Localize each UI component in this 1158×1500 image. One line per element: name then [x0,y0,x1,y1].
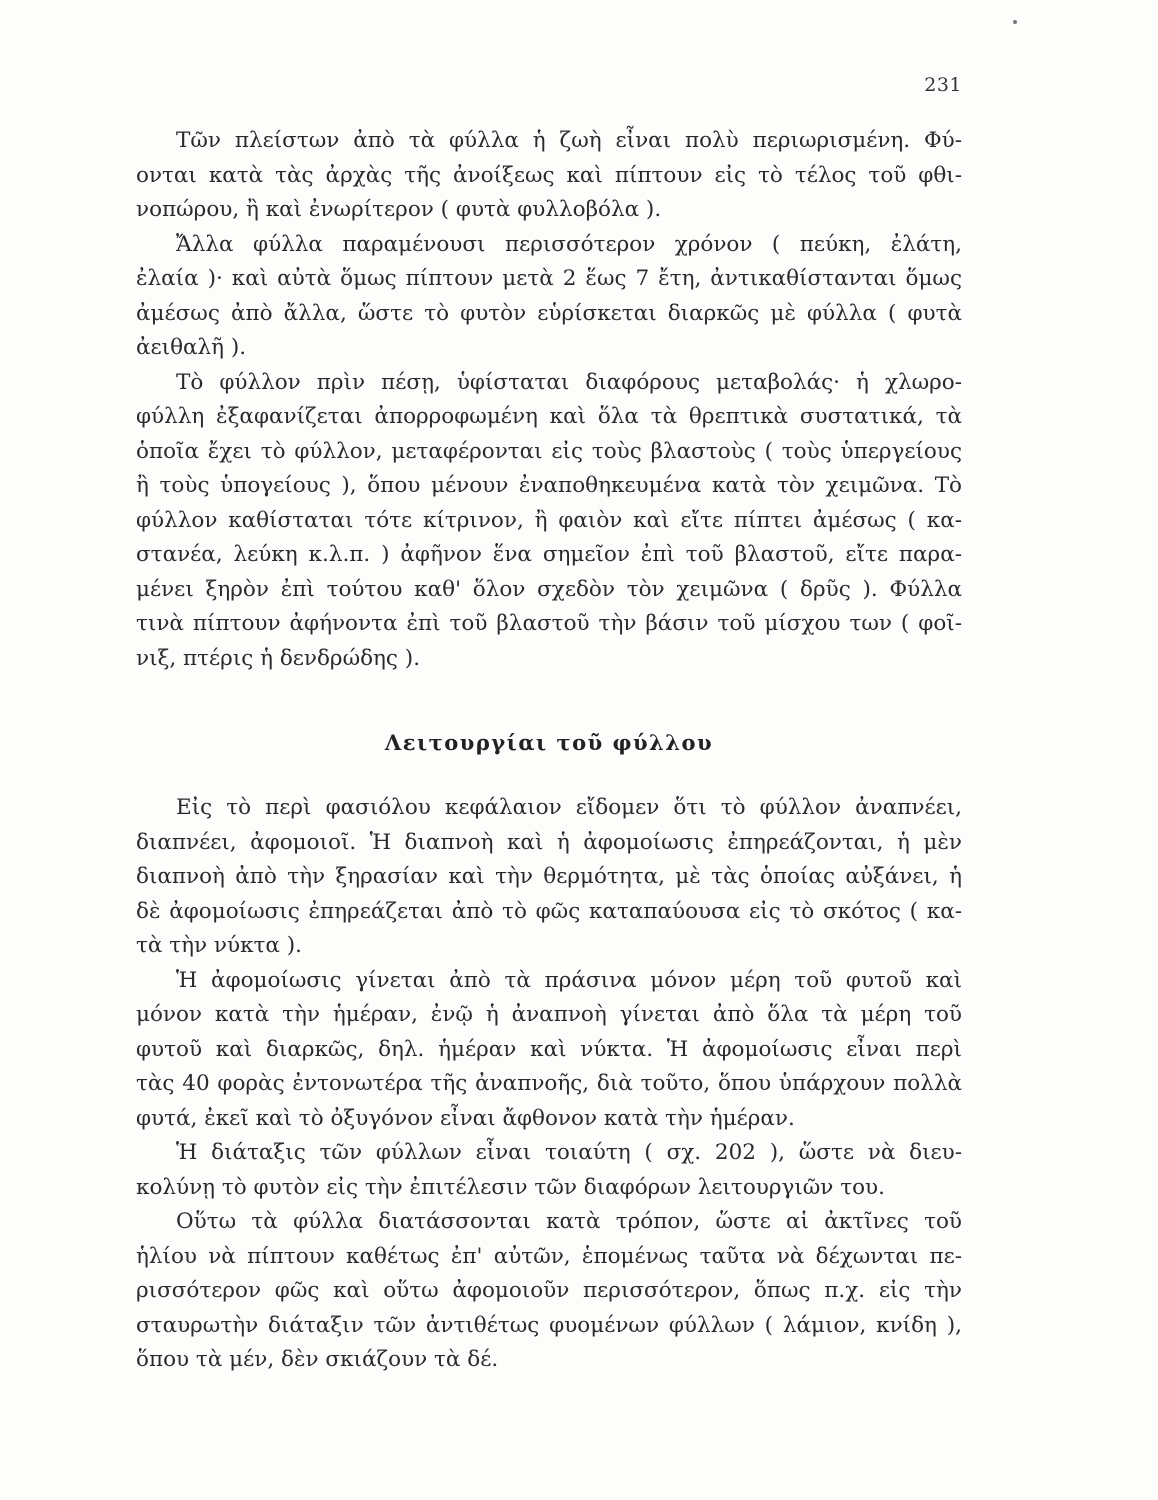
page-number: 231 [924,74,962,96]
text-line: ἡλίου νὰ πίπτουν καθέτως ἐπ' αὐτῶν, ἑπομένως ταῦτα νὰ δέχωνται πε- [136,1243,962,1269]
text-line: ἢ τοὺς ὑπογείους ), ὅπου μένουν ἐναποθηκευμένα κατὰ τὸν χειμῶνα. Τὸ [136,473,962,498]
text-line: κολύνῃ τὸ φυτὸν εἰς τὴν ἐπιτέλεσιν τῶν διαφόρων λειτουργιῶν του. [136,1174,885,1200]
text-line: φύλλον καθίσταται τότε κίτρινον, ἢ φαιὸν καὶ εἴτε πίπτει ἀμέσως ( κα- [136,507,962,533]
text-line: διαπνοὴ ἀπὸ τὴν ξηρασίαν καὶ τὴν θερμότητα, μὲ τὰς ὁποίας αὐξάνει, ἡ [136,864,962,889]
text-line: σταυρωτὴν διάταξιν τῶν ἀντιθέτως φυομένων φύλλων ( λάμιον, κνίδη ), [136,1312,962,1338]
text-line: τὰ τὴν νύκτα ). [136,933,302,958]
text-line: Τῶν πλείστων ἀπὸ τὰ φύλλα ἡ ζωὴ εἶναι πολὺ περιωρισμένη. Φύ- [176,128,962,153]
text-line: τὰς 40 φορὰς ἐντονωτέρα τῆς ἀναπνοῆς, διὰ τοῦτο, ὅπου ὑπάρχουν πολλὰ [136,1071,962,1096]
section-heading: Λειτουργίαι τοῦ φύλλου [384,730,714,755]
text-line: ἐλαία )· καὶ αὐτὰ ὅμως πίπτουν μετὰ 2 ἕως 7 ἔτη, ἀντικαθίστανται ὅμως [136,266,962,291]
text-line: νοπώρου, ἢ καὶ ἐνωρίτερον ( φυτὰ φυλλοβόλα ). [136,197,662,222]
ink-speck [1013,20,1017,24]
text-line: Ἡ διάταξις τῶν φύλλων εἶναι τοιαύτη ( σχ. 202 ), ὥστε νὰ διευ- [176,1140,962,1165]
text-line: φύλλη ἐξαφανίζεται ἀπορροφωμένη καὶ ὅλα τὰ θρεπτικὰ συστατικά, τὰ [136,404,962,429]
text-line: ἀμέσως ἀπὸ ἄλλα, ὥστε τὸ φυτὸν εὑρίσκεται διαρκῶς μὲ φύλλα ( φυτὰ [136,300,962,326]
text-line: φυτοῦ καὶ διαρκῶς, δηλ. ἡμέραν καὶ νύκτα. Ἡ ἀφομοίωσις εἶναι περὶ [136,1036,962,1062]
text-line: Οὕτω τὰ φύλλα διατάσσονται κατὰ τρόπον, ὥστε αἱ ἀκτῖνες τοῦ [176,1209,962,1234]
text-line: νιξ, πτέρις ἡ δενδρώδης ). [136,645,421,671]
text-line: Ἄλλα φύλλα παραμένουσι περισσότερον χρόνον ( πεύκη, ἐλάτη, [176,231,962,257]
text-line: Ἡ ἀφομοίωσις γίνεται ἀπὸ τὰ πράσινα μόνον μέρη τοῦ φυτοῦ καὶ [176,967,962,993]
paragraphs-before-heading [136,124,962,676]
text-line: στανέα, λεύκη κ.λ.π. ) ἀφῆνον ἕνα σημεῖον ἐπὶ τοῦ βλαστοῦ, εἴτε παρα- [136,542,962,567]
text-line: μόνον κατὰ τὴν ἡμέραν, ἐνῷ ἡ ἀναπνοὴ γίνεται ἀπὸ ὅλα τὰ μέρη τοῦ [136,1002,962,1027]
text-line: ρισσότερον φῶς καὶ οὕτω ἀφομοιοῦν περισσότερον, ὅπως π.χ. εἰς τὴν [136,1278,962,1303]
paragraphs-after-heading [136,791,962,1378]
text-line: ονται κατὰ τὰς ἀρχὰς τῆς ἀνοίξεως καὶ πίπτουν εἰς τὸ τέλος τοῦ φθι- [136,162,962,188]
text-line: Τὸ φύλλον πρὶν πέσῃ, ὑφίσταται διαφόρους μεταβολάς· ἡ χλωρο- [176,369,962,395]
text-line: δὲ ἀφομοίωσις ἐπηρεάζεται ἀπὸ τὸ φῶς καταπαύουσα εἰς τὸ σκότος ( κα- [136,898,962,924]
text-line: διαπνέει, ἀφομοιοῖ. Ἡ διαπνοὴ καὶ ἡ ἀφομοίωσις ἐπηρεάζονται, ἡ μὲν [136,829,962,855]
text-line: μένει ξηρὸν ἐπὶ τούτου καθ' ὅλον σχεδὸν τὸν χειμῶνα ( δρῦς ). Φύλλα [136,576,962,602]
text-line: ὁποῖα ἔχει τὸ φύλλον, μεταφέρονται εἰς τοὺς βλαστοὺς ( τοὺς ὑπεργείους [136,438,962,464]
text-line: Εἰς τὸ περὶ φασιόλου κεφάλαιον εἴδομεν ὅτι τὸ φύλλον ἀναπνέει, [176,795,962,820]
text-line: φυτά, ἐκεῖ καὶ τὸ ὀξυγόνον εἶναι ἄφθονον κατὰ τὴν ἡμέραν. [136,1105,795,1131]
text-line: τινὰ πίπτουν ἀφήνοντα ἐπὶ τοῦ βλαστοῦ τὴν βάσιν τοῦ μίσχου των ( φοῖ- [136,611,962,636]
text-line: ὅπου τὰ μέν, δὲν σκιάζουν τὰ δέ. [136,1347,499,1372]
text-line: ἀειθαλῆ ). [136,335,247,360]
